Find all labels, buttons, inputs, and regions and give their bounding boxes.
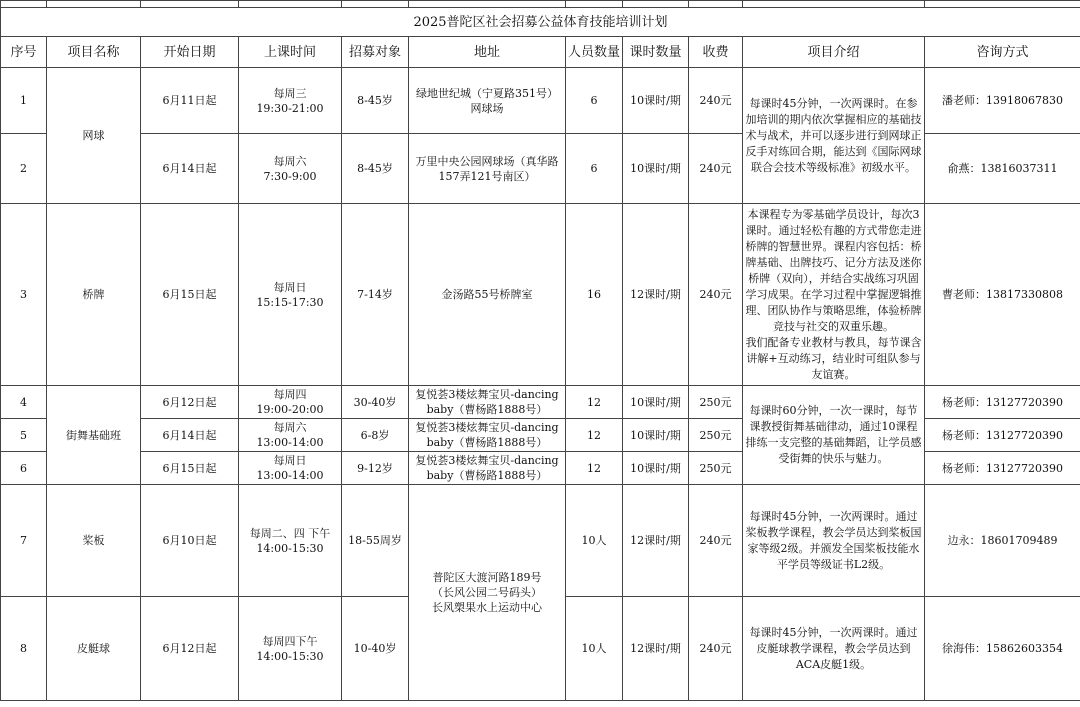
cell-intro: 每课时60分钟，一次一课时，每节课教授街舞基础律动，通过10课程排练一支完整的基础舞蹈，让学员感受街舞的快乐与魅力。 (743, 386, 925, 485)
cell-time: 每周三 19:30-21:00 (239, 68, 342, 134)
cell-contact: 杨老师：13127720390 (925, 386, 1080, 419)
table-title: 2025普陀区社会招募公益体育技能培训计划 (1, 8, 1080, 37)
cell-address: 复悦荟3楼炫舞宝贝-dancing baby（曹杨路1888号） (409, 452, 566, 485)
cell-fee: 250元 (689, 386, 743, 419)
cell-no: 3 (1, 204, 47, 386)
cell-contact: 杨老师：13127720390 (925, 419, 1080, 452)
header-cell: 开始日期 (141, 37, 239, 68)
cell-no: 8 (1, 597, 47, 701)
cell-time: 每周四 19:00-20:00 (239, 386, 342, 419)
cell-people: 12 (566, 452, 623, 485)
cell-address: 绿地世纪城（宁夏路351号） 网球场 (409, 68, 566, 134)
cell-intro: 每课时45分钟，一次两课时。通过桨板教学课程，教会学员达到桨板国家等级2级。并颁发全国桨板技能水平学员等级证书L2级。 (743, 485, 925, 597)
cell-target: 7-14岁 (342, 204, 409, 386)
cell-fee: 240元 (689, 134, 743, 204)
cell-project: 桨板 (47, 485, 141, 597)
cell-target: 30-40岁 (342, 386, 409, 419)
cell-time: 每周二、四 下午 14:00-15:30 (239, 485, 342, 597)
table-row (1, 485, 1080, 597)
cell-intro: 本课程专为零基础学员设计，每次3课时。通过轻松有趣的方式带您走进桥牌的智慧世界。课程内容包括：桥牌基础、出牌技巧、记分方法及迷你桥牌（双向），并结合实战练习巩固学习成果。在学习过程中掌握逻辑推理、团队协作与策略思维，体验桥牌竞技与社交的双重乐趣。 我们配备专业教材与教具，每节课含讲解+互动练习，结业时可组队参与友谊赛。 (743, 204, 925, 386)
cell-intro: 每课时45分钟，一次两课时。通过皮艇球教学课程，教会学员达到ACA皮艇1级。 (743, 597, 925, 701)
cell-hours: 12课时/期 (623, 485, 689, 597)
cell-time: 每周六 7:30-9:00 (239, 134, 342, 204)
cell-contact: 潘老师：13918067830 (925, 68, 1080, 134)
cell-no: 7 (1, 485, 47, 597)
table-row (1, 204, 1080, 386)
cell-fee: 250元 (689, 419, 743, 452)
cell-no: 5 (1, 419, 47, 452)
header-cell: 项目介绍 (743, 37, 925, 68)
header-cell: 地址 (409, 37, 566, 68)
header-cell: 咨询方式 (925, 37, 1080, 68)
cell-people: 12 (566, 419, 623, 452)
cell-people: 10人 (566, 485, 623, 597)
cell-address: 万里中央公园网球场（真华路157弄121号南区） (409, 134, 566, 204)
table-row (1, 68, 1080, 134)
header-cell: 序号 (1, 37, 47, 68)
cell-intro: 每课时45分钟，一次两课时。在参加培训的期内依次掌握相应的基础技术与战术，并可以逐步进行到网球正反手对练回合期，能达到《国际网球联合会技术等级标准》初级水平。 (743, 68, 925, 204)
top-strip-row (1, 1, 1080, 8)
title-row (1, 8, 1080, 37)
cell-fee: 240元 (689, 485, 743, 597)
cell-project: 街舞基础班 (47, 386, 141, 485)
cell-hours: 10课时/期 (623, 386, 689, 419)
cell-people: 6 (566, 68, 623, 134)
cell-fee: 240元 (689, 68, 743, 134)
cell-hours: 12课时/期 (623, 597, 689, 701)
header-cell: 人员数量 (566, 37, 623, 68)
cell-address: 复悦荟3楼炫舞宝贝-dancing baby（曹杨路1888号） (409, 386, 566, 419)
cell-fee: 250元 (689, 452, 743, 485)
cell-target: 8-45岁 (342, 68, 409, 134)
cell-start: 6月10日起 (141, 485, 239, 597)
cell-address: 金汤路55号桥牌室 (409, 204, 566, 386)
cell-hours: 12课时/期 (623, 204, 689, 386)
header-cell: 项目名称 (47, 37, 141, 68)
cell-hours: 10课时/期 (623, 134, 689, 204)
cell-address: 普陀区大渡河路189号 （长风公园二号码头） 长风槊果水上运动中心 (409, 485, 566, 701)
header-cell: 收费 (689, 37, 743, 68)
cell-time: 每周日 13:00-14:00 (239, 452, 342, 485)
cell-no: 4 (1, 386, 47, 419)
header-cell: 课时数量 (623, 37, 689, 68)
cell-start: 6月14日起 (141, 134, 239, 204)
cell-start: 6月15日起 (141, 204, 239, 386)
cell-project: 皮艇球 (47, 597, 141, 701)
cell-people: 10人 (566, 597, 623, 701)
cell-time: 每周四下午 14:00-15:30 (239, 597, 342, 701)
cell-contact: 曹老师：13817330808 (925, 204, 1080, 386)
cell-people: 12 (566, 386, 623, 419)
header-cell: 招募对象 (342, 37, 409, 68)
cell-contact: 俞燕：13816037311 (925, 134, 1080, 204)
cell-hours: 10课时/期 (623, 452, 689, 485)
cell-target: 6-8岁 (342, 419, 409, 452)
cell-target: 10-40岁 (342, 597, 409, 701)
table-row (1, 386, 1080, 419)
cell-time: 每周六 13:00-14:00 (239, 419, 342, 452)
cell-project: 桥牌 (47, 204, 141, 386)
cell-hours: 10课时/期 (623, 68, 689, 134)
cell-no: 2 (1, 134, 47, 204)
cell-start: 6月11日起 (141, 68, 239, 134)
cell-target: 9-12岁 (342, 452, 409, 485)
cell-no: 6 (1, 452, 47, 485)
cell-hours: 10课时/期 (623, 419, 689, 452)
cell-address: 复悦荟3楼炫舞宝贝-dancing baby（曹杨路1888号） (409, 419, 566, 452)
header-row (1, 37, 1080, 68)
cell-project: 网球 (47, 68, 141, 204)
cell-fee: 240元 (689, 597, 743, 701)
cell-start: 6月15日起 (141, 452, 239, 485)
cell-no: 1 (1, 68, 47, 134)
cell-people: 6 (566, 134, 623, 204)
cell-start: 6月12日起 (141, 597, 239, 701)
cell-start: 6月12日起 (141, 386, 239, 419)
cell-start: 6月14日起 (141, 419, 239, 452)
cell-time: 每周日 15:15-17:30 (239, 204, 342, 386)
cell-contact: 边永：18601709489 (925, 485, 1080, 597)
cell-target: 18-55周岁 (342, 485, 409, 597)
cell-fee: 240元 (689, 204, 743, 386)
cell-contact: 徐海伟：15862603354 (925, 597, 1080, 701)
cell-target: 8-45岁 (342, 134, 409, 204)
cell-people: 16 (566, 204, 623, 386)
cell-contact: 杨老师：13127720390 (925, 452, 1080, 485)
header-cell: 上课时间 (239, 37, 342, 68)
